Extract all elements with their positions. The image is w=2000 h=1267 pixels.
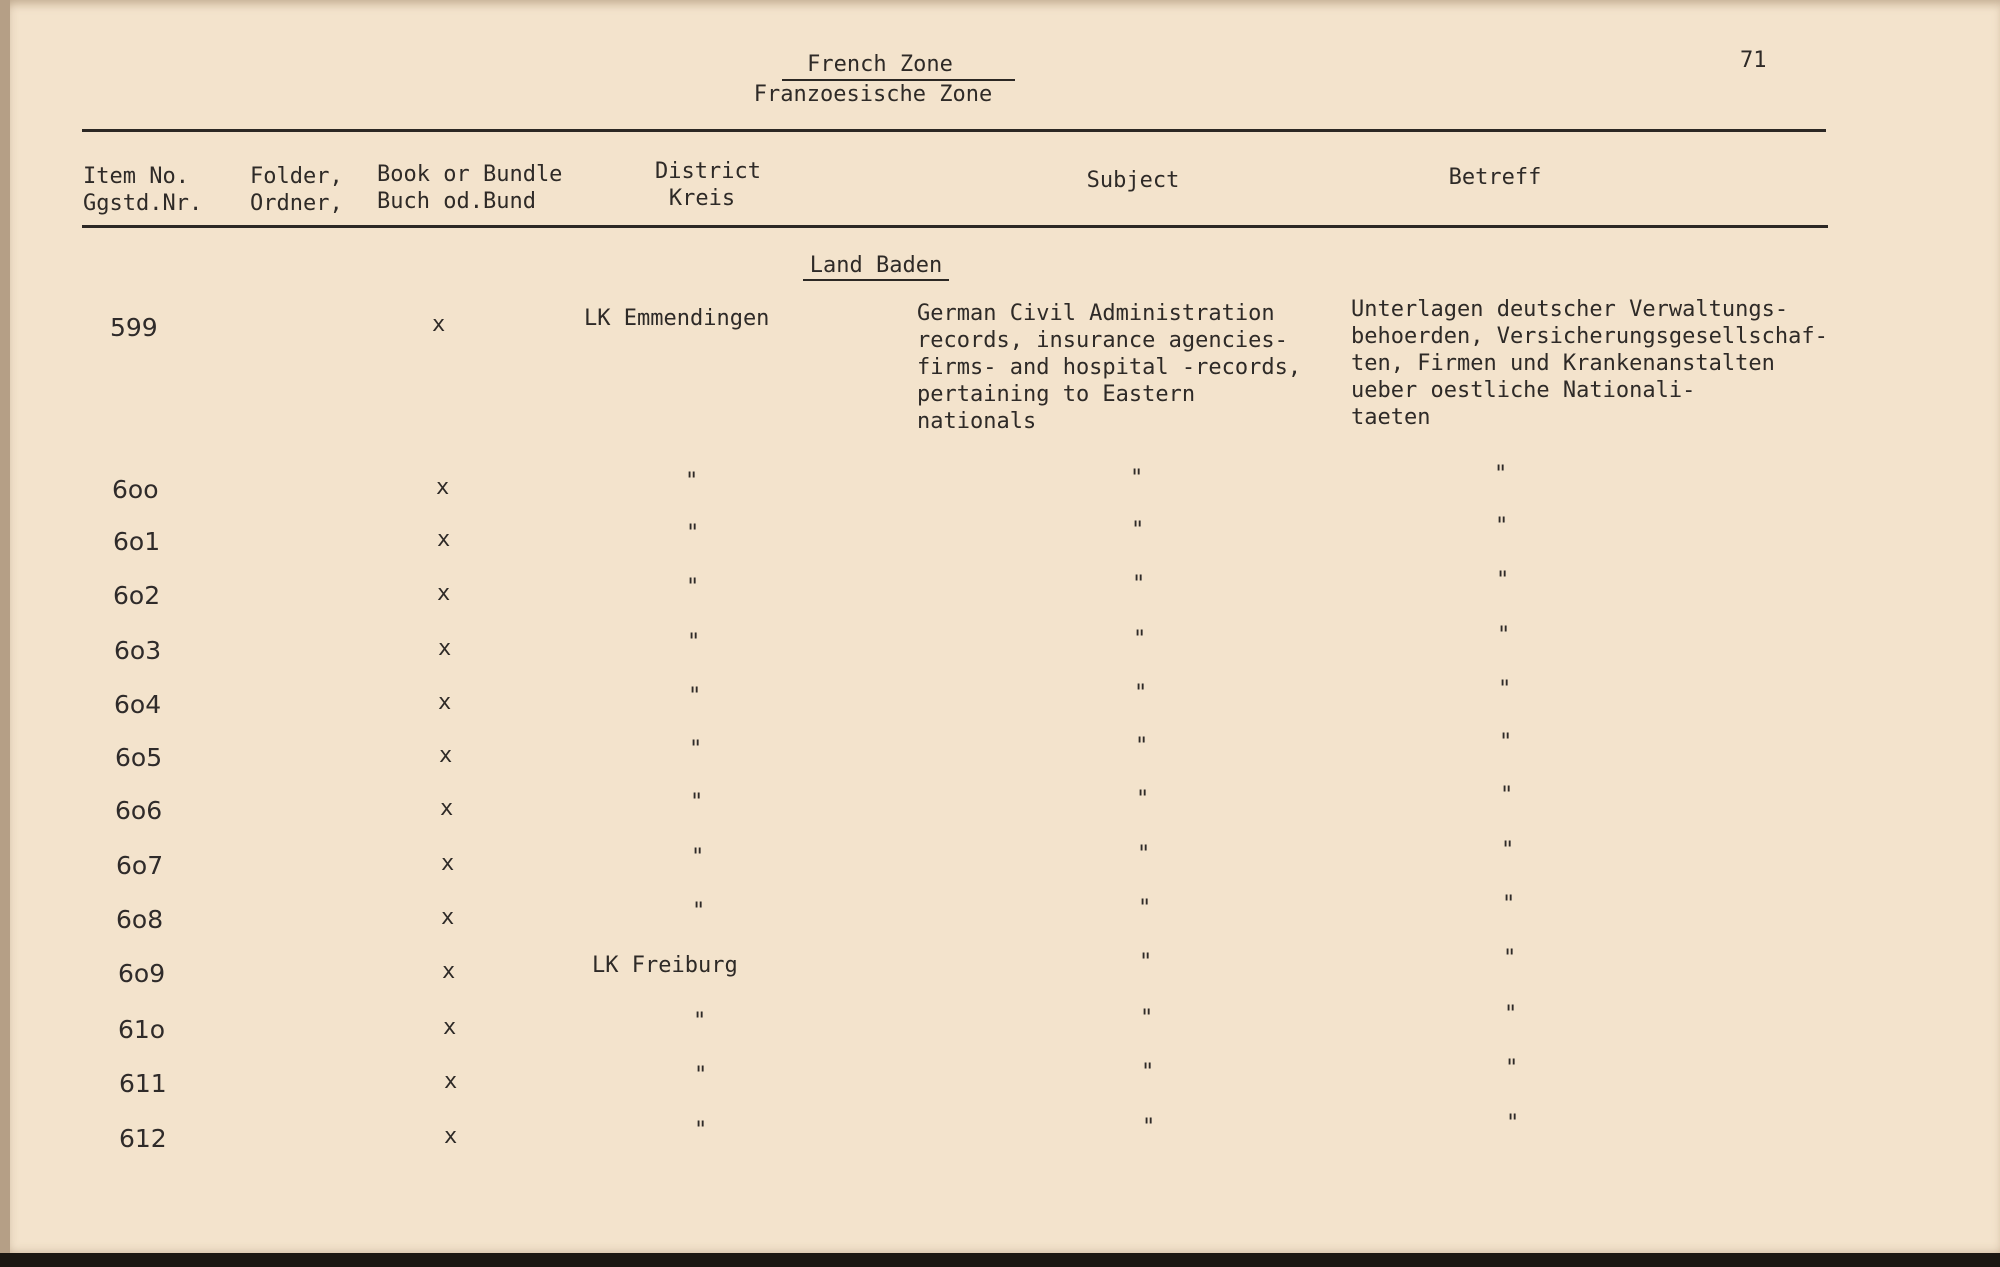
betreff-ditto: ": [1499, 730, 1513, 755]
betreff-ditto: ": [1494, 462, 1508, 487]
district-ditto: ": [688, 684, 702, 709]
binding-edge: [0, 0, 10, 1253]
district-ditto: ": [686, 521, 700, 546]
district-cell: LK Emmendingen: [584, 306, 770, 331]
column-header-book-de: Buch od.Bund: [377, 189, 536, 214]
title-english: French Zone: [807, 52, 953, 77]
item-number: 6o2: [113, 581, 161, 610]
bundle-mark: x: [441, 851, 455, 876]
bundle-mark: x: [437, 527, 451, 552]
bundle-mark: x: [438, 690, 452, 715]
district-ditto: ": [686, 575, 700, 600]
item-number: 599: [110, 313, 158, 342]
header-bottom-rule: [82, 225, 1828, 228]
subject-ditto: ": [1141, 1060, 1155, 1085]
column-header-book-en: Book or Bundle: [377, 162, 563, 187]
bundle-mark: x: [439, 743, 453, 768]
item-number: 6o8: [116, 905, 164, 934]
district-ditto: ": [685, 469, 699, 494]
item-number: 6o5: [115, 743, 163, 772]
column-header-betreff: Betreff: [1448, 165, 1542, 190]
district-ditto: ": [694, 1118, 708, 1143]
district-cell: LK Freiburg: [592, 953, 738, 978]
header-top-rule: [82, 129, 1826, 132]
betreff-ditto: ": [1505, 1056, 1519, 1081]
betreff-ditto: ": [1496, 568, 1510, 593]
district-ditto: ": [689, 737, 703, 762]
district-ditto: ": [693, 1009, 707, 1034]
column-header-item-en: Item No.: [83, 164, 189, 189]
betreff-ditto: ": [1498, 677, 1512, 702]
district-ditto: ": [687, 630, 701, 655]
item-number: 612: [119, 1124, 167, 1153]
subject-ditto: ": [1142, 1115, 1156, 1140]
item-number: 611: [119, 1069, 167, 1098]
betreff-ditto: ": [1503, 946, 1517, 971]
title-german: Franzoesische Zone: [753, 82, 993, 107]
district-ditto: ": [691, 845, 705, 870]
item-number: 6o6: [115, 796, 163, 825]
betreff-ditto: ": [1497, 623, 1511, 648]
district-ditto: ": [694, 1063, 708, 1088]
subject-ditto: ": [1134, 681, 1148, 706]
betreff-ditto: ": [1506, 1111, 1520, 1136]
betreff-ditto: ": [1504, 1002, 1518, 1027]
subject-ditto: ": [1133, 627, 1147, 652]
item-number: 6o3: [114, 636, 162, 665]
subject-ditto: ": [1130, 466, 1144, 491]
column-header-folder-en: Folder,: [250, 164, 343, 189]
subject-ditto: ": [1138, 896, 1152, 921]
item-number: 6o4: [114, 690, 162, 719]
betreff-cell: Unterlagen deutscher Verwaltungs- behoerden, Versicherungsgesellschaf- ten, Firmen und Krankenanstalten ueber oestliche Nationali- taeten: [1351, 297, 1828, 430]
subject-ditto: ": [1132, 572, 1146, 597]
subject-ditto: ": [1131, 518, 1145, 543]
item-number: 61o: [118, 1015, 166, 1044]
column-header-item-de: Ggstd.Nr.: [83, 191, 203, 216]
betreff-ditto: ": [1501, 838, 1515, 863]
subject-ditto: ": [1139, 950, 1153, 975]
bundle-mark: x: [443, 1015, 457, 1040]
betreff-ditto: ": [1500, 783, 1514, 808]
bundle-mark: x: [441, 905, 455, 930]
bundle-mark: x: [436, 475, 450, 500]
subject-ditto: ": [1140, 1006, 1154, 1031]
bundle-mark: x: [440, 796, 454, 821]
bundle-mark: x: [432, 312, 446, 337]
district-ditto: ": [690, 790, 704, 815]
column-header-district-en: District: [655, 159, 761, 184]
page-number: 71: [1740, 48, 1767, 73]
bundle-mark: x: [442, 959, 456, 984]
district-ditto: ": [692, 899, 706, 924]
betreff-ditto: ": [1502, 892, 1516, 917]
bundle-mark: x: [444, 1069, 458, 1094]
subject-ditto: ": [1135, 734, 1149, 759]
item-number: 6o7: [116, 851, 164, 880]
subject-ditto: ": [1136, 787, 1150, 812]
bundle-mark: x: [444, 1124, 458, 1149]
subject-cell: German Civil Administration records, insurance agencies- firms- and hospital -records, pertaining to Eastern nationals: [917, 301, 1302, 434]
bundle-mark: x: [437, 581, 451, 606]
item-number: 6o1: [113, 527, 161, 556]
section-heading-underline: [803, 279, 949, 281]
item-number: 6oo: [112, 475, 159, 504]
bundle-mark: x: [438, 636, 452, 661]
item-number: 6o9: [118, 959, 166, 988]
column-header-folder-de: Ordner,: [250, 191, 343, 216]
column-header-subject: Subject: [1086, 168, 1180, 193]
section-heading: Land Baden: [809, 253, 943, 278]
betreff-ditto: ": [1495, 514, 1509, 539]
subject-ditto: ": [1137, 842, 1151, 867]
column-header-district-de: Kreis: [668, 186, 736, 211]
